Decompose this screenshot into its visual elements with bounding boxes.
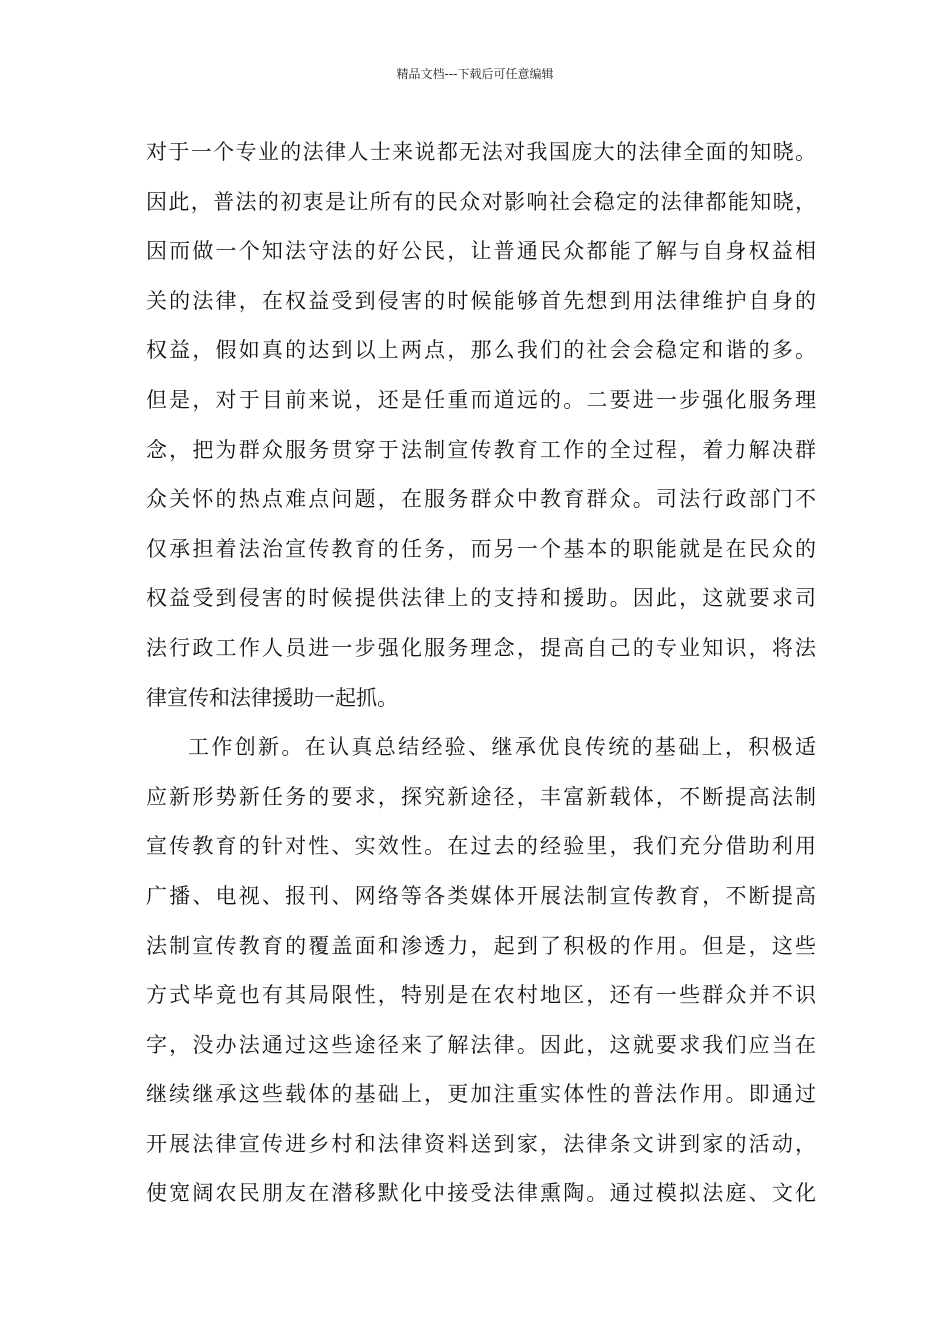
paragraph-first-line: 工作创新。在认真总结经验、继承优良传统的基础上，积极适 [188,735,816,760]
text-line: 开展法律宣传进乡村和法律资料送到家，法律条文讲到家的活动， [146,1131,816,1156]
text-line: 应新形势新任务的要求，探究新途径，丰富新载体，不断提高法制 [146,784,816,809]
text-line: 律宣传和法律援助一起抓。 [146,685,398,710]
text-line: 方式毕竟也有其局限性，特别是在农村地区，还有一些群众并不识 [146,983,816,1008]
page-header: 精品文档---下载后可任意编辑 [396,67,554,81]
text-line: 法制宣传教育的覆盖面和渗透力，起到了积极的作用。但是，这些 [146,933,816,958]
text-line: 宣传教育的针对性、实效性。在过去的经验里，我们充分借助利用 [146,834,816,859]
text-line: 权益受到侵害的时候提供法律上的支持和援助。因此，这就要求司 [146,586,816,611]
text-line: 仅承担着法治宣传教育的任务，而另一个基本的职能就是在民众的 [146,536,816,561]
text-line: 字，没办法通过这些途径来了解法律。因此，这就要求我们应当在 [146,1032,816,1057]
text-line: 继续继承这些载体的基础上，更加注重实体性的普法作用。即通过 [146,1082,816,1107]
text-line: 对于一个专业的法律人士来说都无法对我国庞大的法律全面的知晓。 [146,140,816,164]
text-line: 众关怀的热点难点问题，在服务群众中教育群众。司法行政部门不 [146,487,816,512]
text-line: 使宽阔农民朋友在潜移默化中接受法律熏陶。通过模拟法庭、文化 [146,1181,816,1206]
text-line: 关的法律，在权益受到侵害的时候能够首先想到用法律维护自身的 [146,288,816,313]
text-line: 因而做一个知法守法的好公民，让普通民众都能了解与自身权益相 [146,239,816,264]
text-line: 因此，普法的初衷是让所有的民众对影响社会稳定的法律都能知晓， [146,189,816,214]
text-line: 但是，对于目前来说，还是任重而道远的。二要进一步强化服务理 [146,387,816,412]
text-line: 广播、电视、报刊、网络等各类媒体开展法制宣传教育，不断提高 [146,883,816,908]
text-line: 法行政工作人员进一步强化服务理念，提高自己的专业知识，将法 [146,635,816,660]
text-line: 念，把为群众服务贯穿于法制宣传教育工作的全过程，着力解决群 [146,437,816,462]
document-body [146,128,816,1219]
text-line: 权益，假如真的达到以上两点，那么我们的社会会稳定和谐的多。 [146,338,816,363]
